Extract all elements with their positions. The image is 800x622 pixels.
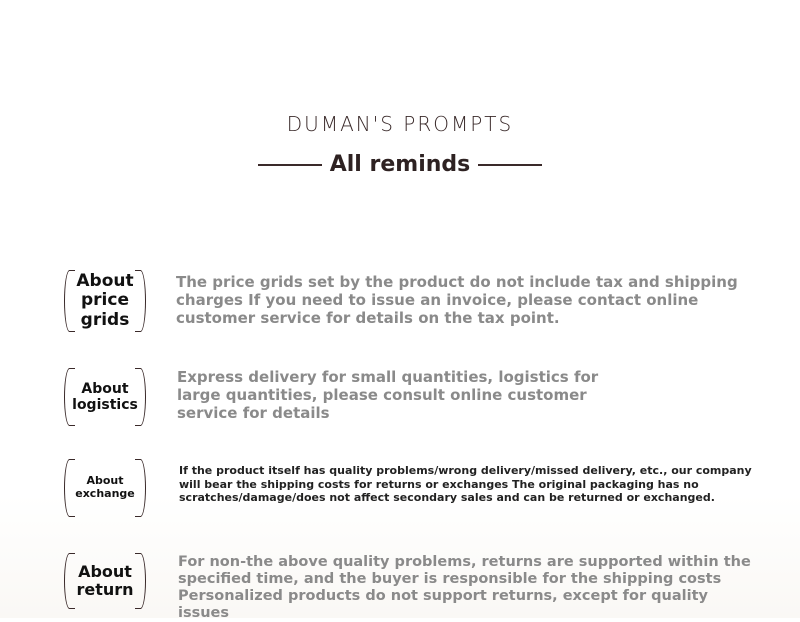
notice-return bbox=[60, 553, 760, 621]
badge-label-line: About bbox=[81, 380, 129, 397]
badge-label-line: return bbox=[76, 580, 134, 599]
brand-name: DUMAN'S PROMPTS bbox=[286, 112, 514, 136]
badge-label-line: exchange bbox=[75, 487, 135, 500]
left-paren-icon bbox=[64, 270, 75, 332]
right-paren-icon bbox=[135, 368, 146, 426]
notice-description bbox=[179, 464, 752, 505]
title-rule-left bbox=[258, 164, 322, 166]
title-row bbox=[0, 152, 800, 177]
badge-label bbox=[76, 272, 133, 331]
description-line: customer service for details on the tax point. bbox=[176, 309, 560, 327]
description-line: Express delivery for small quantities, logistics for bbox=[177, 368, 599, 386]
badge-label bbox=[75, 475, 135, 500]
badge-label-line: About bbox=[76, 270, 134, 291]
description-line: service for details bbox=[177, 404, 330, 422]
notice-description bbox=[177, 368, 598, 422]
right-paren-icon bbox=[135, 270, 146, 332]
description-line: For non-the above quality problems, returns are supported within the bbox=[178, 554, 751, 570]
notice-price-grids bbox=[60, 270, 760, 332]
description-line: If the product itself has quality problems/wrong delivery/missed delivery, etc., our company bbox=[179, 464, 752, 477]
left-paren-icon bbox=[64, 368, 75, 426]
badge-return bbox=[60, 553, 150, 609]
description-line: charges If you need to issue an invoice, please contact online bbox=[176, 291, 699, 309]
badge-label-line: About bbox=[78, 561, 132, 581]
notice-logistics bbox=[60, 368, 760, 426]
description-line: The price grids set by the product do not include tax and shipping bbox=[176, 273, 738, 291]
badge-price-grids bbox=[60, 270, 150, 332]
badge-label-line: logistics bbox=[72, 397, 138, 413]
badge-label-line: price bbox=[80, 290, 129, 311]
page-title: All reminds bbox=[329, 152, 471, 177]
notice-description bbox=[178, 554, 760, 622]
left-paren-icon bbox=[64, 553, 75, 609]
right-paren-icon bbox=[135, 553, 146, 609]
badge-logistics bbox=[60, 368, 150, 426]
badge-label-line: grids bbox=[80, 309, 130, 330]
notice-description bbox=[176, 273, 738, 327]
left-paren-icon bbox=[64, 459, 75, 517]
badge-label bbox=[72, 381, 138, 413]
badge-label-line: About bbox=[86, 474, 124, 488]
badge-exchange bbox=[60, 459, 150, 517]
notice-exchange bbox=[60, 459, 760, 517]
title-rule-right bbox=[478, 164, 542, 166]
description-line: large quantities, please consult online customer bbox=[177, 386, 587, 404]
description-line: scratches/damage/does not affect secondary sales and can be returned or exchanged. bbox=[179, 491, 715, 504]
badge-label bbox=[76, 563, 133, 600]
description-line: Personalized products do not support returns, except for quality issues bbox=[178, 588, 708, 621]
description-line: will bear the shipping costs for returns or exchanges The original packaging has no bbox=[179, 477, 699, 491]
description-line: specified time, and the buyer is responsible for the shipping costs bbox=[178, 571, 722, 587]
right-paren-icon bbox=[135, 459, 146, 517]
